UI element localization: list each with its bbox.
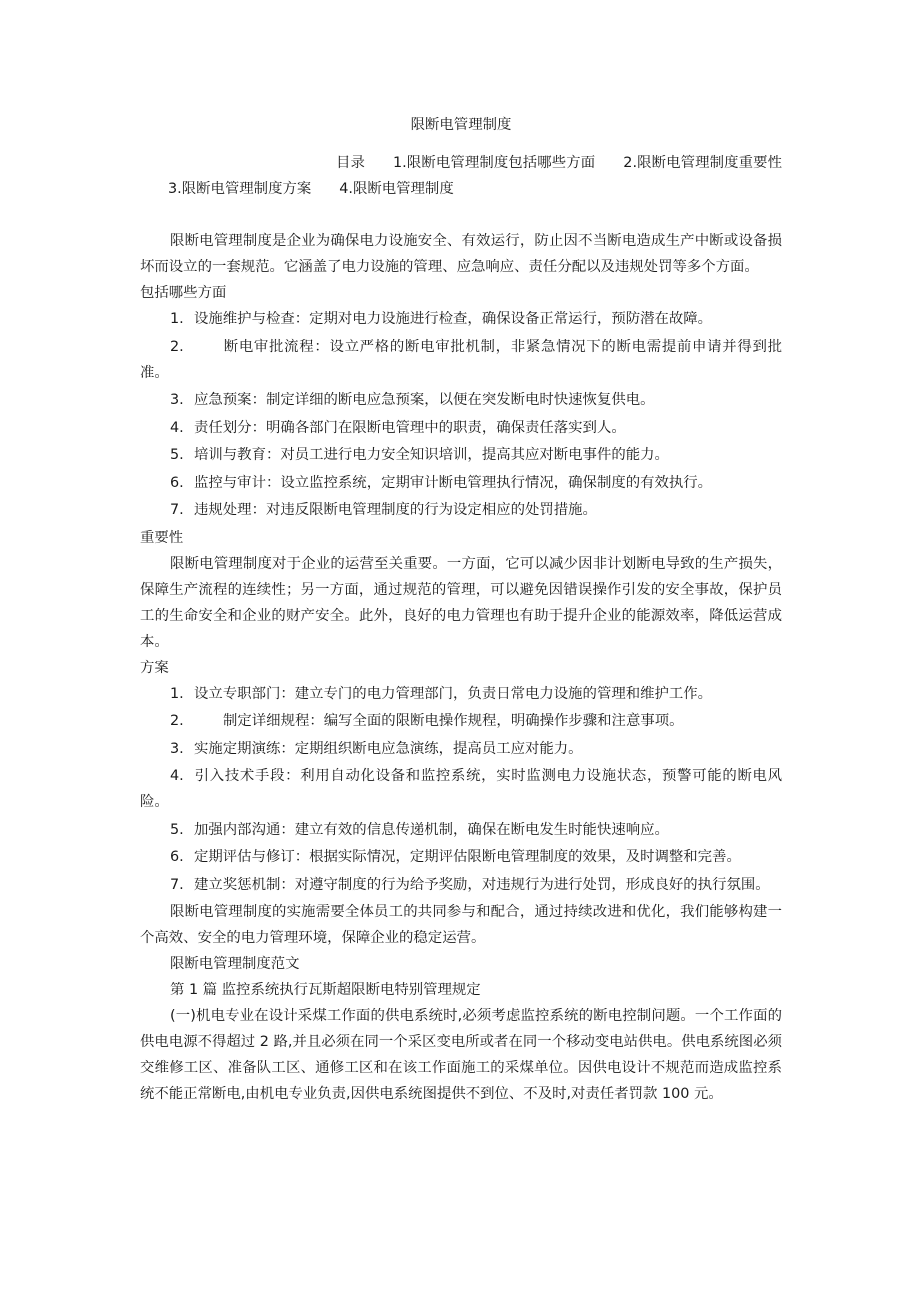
article-title: 第 1 篇 监控系统执行瓦斯超限断电特别管理规定 bbox=[170, 982, 481, 998]
list-item: 7. 建立奖惩机制：对遵守制度的行为给予奖励，对违规行为进行处罚，形成良好的执行氛围。 bbox=[170, 876, 770, 893]
table-of-contents bbox=[140, 150, 782, 202]
list-item: 1. 设立专职部门：建立专门的电力管理部门，负责日常电力设施的管理和维护工作。 bbox=[170, 685, 713, 702]
list-item: 6. 监控与审计：设立监控系统，定期审计断电管理执行情况，确保制度的有效执行。 bbox=[170, 474, 713, 491]
toc-entry-2: 2.限断电管理制度重要性 bbox=[623, 155, 782, 171]
document-title: 限断电管理制度 bbox=[410, 117, 512, 133]
list-item: 3. 实施定期演练：定期组织断电应急演练，提高员工应对能力。 bbox=[170, 740, 583, 757]
document-body bbox=[140, 112, 782, 1107]
section-heading-aspects: 包括哪些方面 bbox=[140, 285, 227, 301]
section-heading-sample: 限断电管理制度范文 bbox=[170, 956, 300, 972]
blank-line bbox=[140, 202, 782, 228]
list-item: 2. 断电审批流程：设立严格的断电审批机制，非紧急情况下的断电需提前申请并得到批准。 bbox=[140, 338, 782, 381]
importance-paragraph: 限断电管理制度对于企业的运营至关重要。一方面，它可以减少因非计划断电导致的生产损失，保障生产流程的连续性；另一方面，通过规范的管理，可以避免因错误操作引发的安全事故，保护员工的生命安全和企业的财产安全。此外，良好的电力管理也有助于提升企业的能源效率，降低运营成本。 bbox=[140, 555, 782, 650]
section-heading-plan: 方案 bbox=[140, 659, 169, 676]
list-item: 5. 培训与教育：对员工进行电力安全知识培训，提高其应对断电事件的能力。 bbox=[170, 447, 669, 463]
closing-paragraph: 限断电管理制度的实施需要全体员工的共同参与和配合，通过持续改进和优化，我们能够构建一个高效、安全的电力管理环境，保障企业的稳定运营。 bbox=[140, 904, 782, 946]
list-item: 7. 违规处理：对违反限断电管理制度的行为设定相应的处罚措施。 bbox=[170, 502, 597, 518]
list-item: 1. 设施维护与检查：定期对电力设施进行检查，确保设备正常运行，预防潜在故障。 bbox=[170, 311, 713, 327]
list-item: 2. 制定详细规程：编写全面的限断电操作规程，明确操作步骤和注意事项。 bbox=[170, 713, 684, 729]
toc-entry-4: 4.限断电管理制度 bbox=[339, 181, 454, 197]
list-item: 4. 责任划分：明确各部门在限断电管理中的职责，确保责任落实到人。 bbox=[170, 419, 626, 436]
section-heading-importance: 重要性 bbox=[140, 529, 184, 546]
toc-entry-3: 3.限断电管理制度方案 bbox=[168, 181, 312, 197]
list-item: 6. 定期评估与修订：根据实际情况，定期评估限断电管理制度的效果，及时调整和完善。 bbox=[170, 849, 741, 865]
list-item: 4. 引入技术手段：利用自动化设备和监控系统，实时监测电力设施状态，预警可能的断电风险。 bbox=[140, 768, 782, 810]
toc-label: 目录 bbox=[336, 155, 365, 171]
list-item: 3. 应急预案：制定详细的断电应急预案，以便在突发断电时快速恢复供电。 bbox=[170, 392, 655, 408]
intro-paragraph: 限断电管理制度是企业为确保电力设施安全、有效运行，防止因不当断电造成生产中断或设备损坏而设立的一套规范。它涵盖了电力设施的管理、应急响应、责任分配以及违规处罚等多个方面。 bbox=[140, 233, 782, 275]
article-paragraph: (一)机电专业在设计采煤工作面的供电系统时,必须考虑监控系统的断电控制问题。一个工作面的供电电源不得超过 2 路,并且必须在同一个采区变电所或者在同一个移动变电站供电。供电系统图必须交维修工区、准备队工区、通修工区和在该工作面施工的采煤单位。因供电设计不规范而造成监控系统不能正常断电,由机电专业负责,因供电系统图提供不到位、不及时,对责任者罚款 100 元。 bbox=[140, 1008, 782, 1102]
list-item: 5. 加强内部沟通：建立有效的信息传递机制，确保在断电发生时能快速响应。 bbox=[170, 821, 669, 838]
toc-entry-1: 1.限断电管理制度包括哪些方面 bbox=[393, 155, 596, 171]
